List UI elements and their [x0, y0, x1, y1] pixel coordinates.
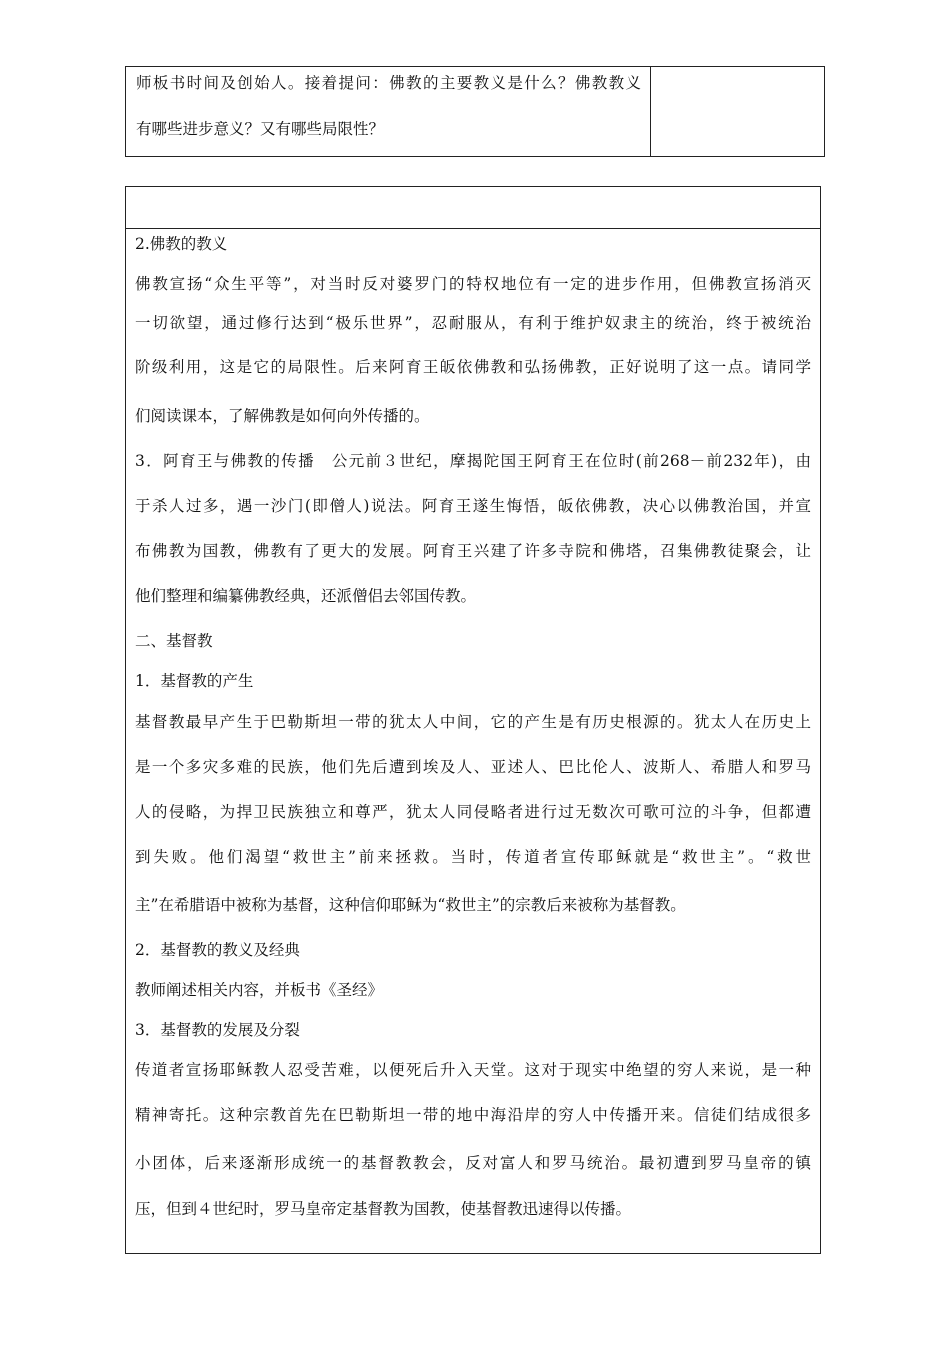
- column-divider: [650, 67, 651, 156]
- text-line: 主”在希腊语中被称为基督，这种信仰耶稣为“救世主”的宗教后来被称为基督教。: [135, 896, 686, 914]
- section-heading: 1．基督教的产生: [135, 672, 254, 690]
- text-line: 布佛教为国教，佛教有了更大的发展。阿育王兴建了许多寺院和佛塔，召集佛教徒聚会，让: [135, 542, 811, 560]
- text-line: 他们整理和编纂佛教经典，还派僧侣去邻国传教。: [135, 587, 477, 605]
- text-line: 人的侵略，为捍卫民族独立和尊严，犹太人同侵略者进行过无数次可歌可泣的斗争，但都遭: [135, 803, 811, 821]
- text-line: 教师阐述相关内容，并板书《圣经》: [135, 981, 384, 999]
- text-line: 压，但到４世纪时，罗马皇帝定基督教为国教，使基督教迅速得以传播。: [135, 1200, 632, 1218]
- table-fragment-top: [125, 66, 825, 157]
- section-heading: 二、基督教: [135, 632, 213, 650]
- table-empty-row: [126, 187, 820, 229]
- text-line: 传道者宣扬耶稣教人忍受苦难，以便死后升入天堂。这对于现实中绝望的穷人来说，是一种: [135, 1061, 811, 1079]
- text-line: 一切欲望，通过修行达到“极乐世界”，忍耐服从，有利于维护奴隶主的统治，终于被统治: [135, 314, 811, 332]
- text-line: 师板书时间及创始人。接着提问：佛教的主要教义是什么？佛教教义: [136, 74, 641, 92]
- text-line: 们阅读课本，了解佛教是如何向外传播的。: [135, 407, 430, 425]
- text-line: 于杀人过多，遇一沙门(即僧人)说法。阿育王遂生悔悟，皈依佛教，决心以佛教治国，并宣: [135, 497, 811, 515]
- section-heading: 2．基督教的教义及经典: [135, 941, 300, 959]
- section-heading: 3．基督教的发展及分裂: [135, 1021, 300, 1039]
- text-line: 小团体，后来逐渐形成统一的基督教教会，反对富人和罗马统治。最初遭到罗马皇帝的镇: [135, 1154, 811, 1172]
- text-line: 佛教宣扬“众生平等”，对当时反对婆罗门的特权地位有一定的进步作用，但佛教宣扬消灭: [135, 275, 811, 293]
- section-heading: 2.佛教的教义: [135, 235, 228, 253]
- lesson-content-table: [125, 186, 821, 1254]
- text-line: 基督教最早产生于巴勒斯坦一带的犹太人中间，它的产生是有历史根源的。犹太人在历史上: [135, 713, 811, 731]
- text-line: 阶级利用，这是它的局限性。后来阿育王皈依佛教和弘扬佛教，正好说明了这一点。请同学: [135, 358, 811, 376]
- text-line: 有哪些进步意义？又有哪些局限性？: [136, 120, 385, 138]
- text-line: 是一个多灾多难的民族，他们先后遭到埃及人、亚述人、巴比伦人、波斯人、希腊人和罗马: [135, 758, 811, 776]
- text-line: 3．阿育王与佛教的传播 公元前３世纪，摩揭陀国王阿育王在位时(前268－前232年)，由: [135, 452, 811, 470]
- text-line: 到失败。他们渴望“救世主”前来拯救。当时，传道者宣传耶稣就是“救世主”。“救世: [135, 848, 811, 866]
- text-line: 精神寄托。这种宗教首先在巴勒斯坦一带的地中海沿岸的穷人中传播开来。信徒们结成很多: [135, 1106, 811, 1124]
